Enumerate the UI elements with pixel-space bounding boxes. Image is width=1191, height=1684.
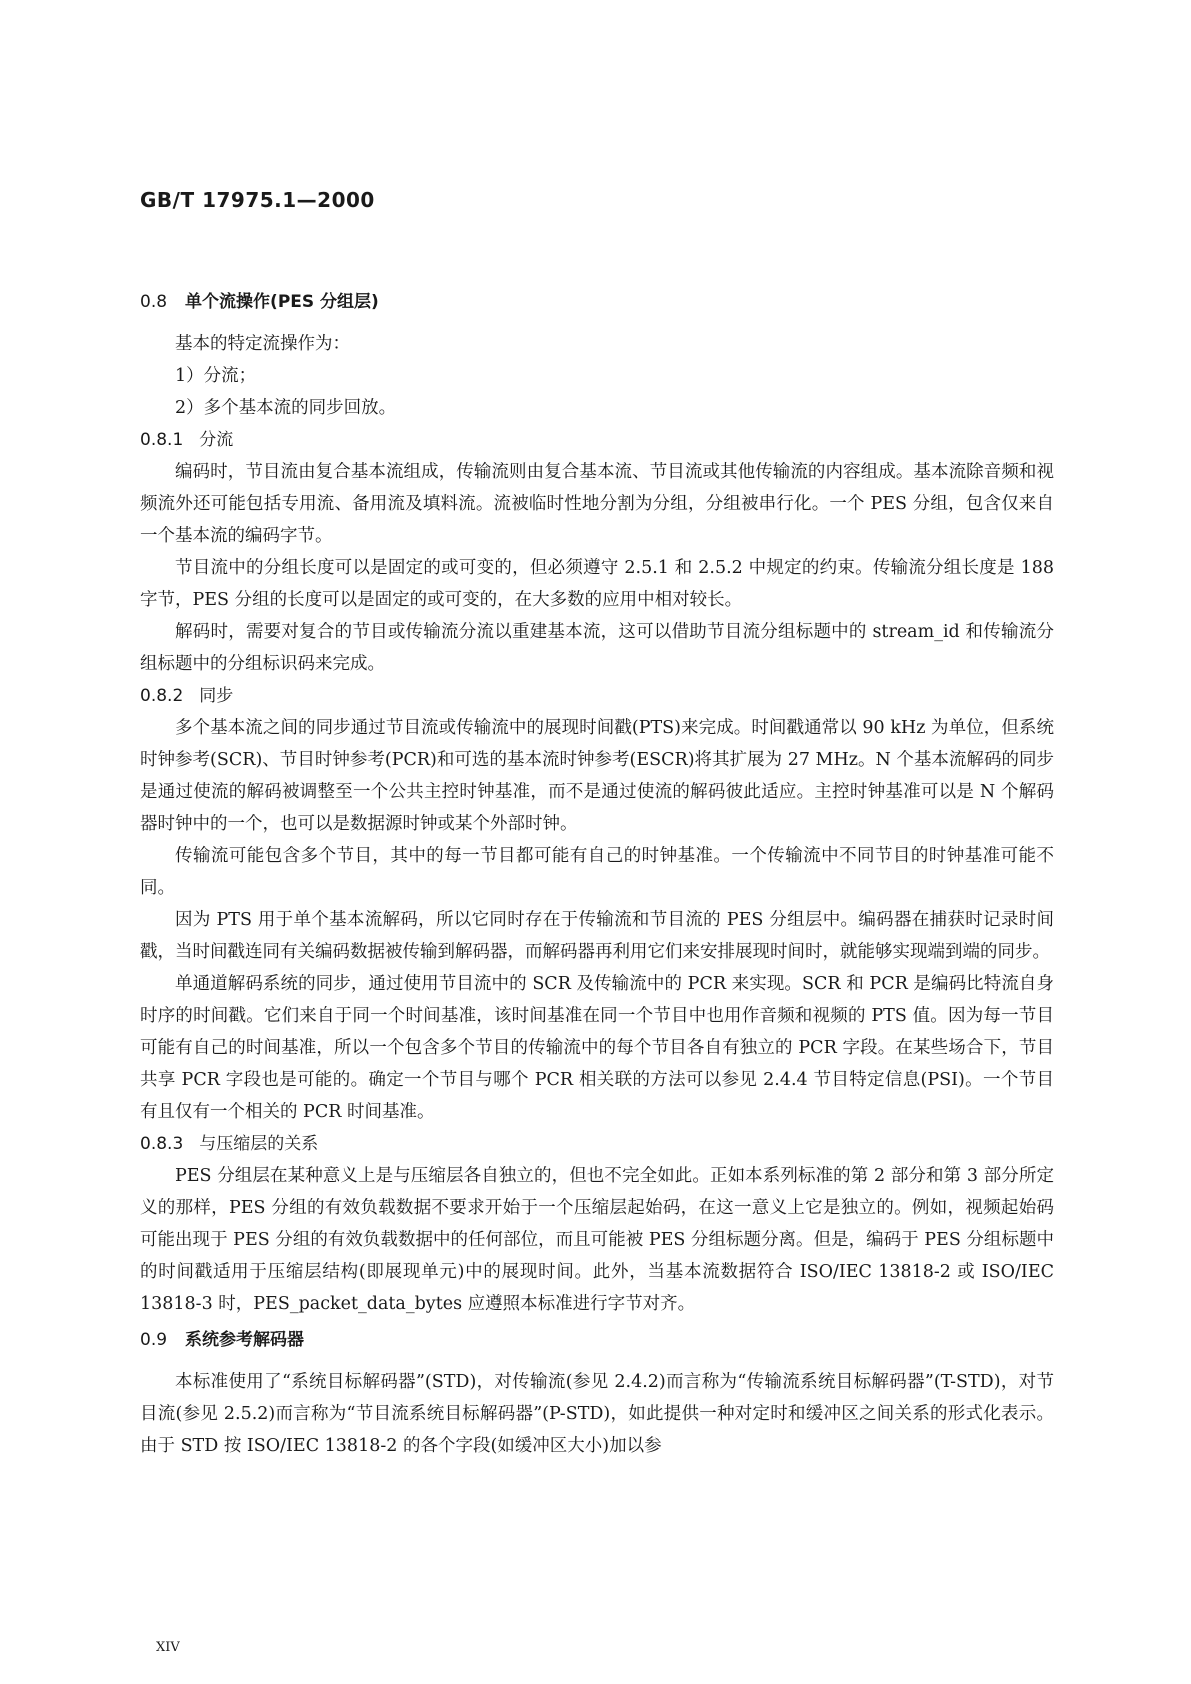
page-number: XIV: [156, 1640, 180, 1655]
paragraph: 解码时，需要对复合的节目或传输流分流以重建基本流，这可以借助节目流分组标题中的 stream_id 和传输流分组标题中的分组标识码来完成。: [140, 622, 1054, 674]
section-title: 分流: [199, 430, 234, 450]
section-number: 0.8: [140, 292, 168, 312]
paragraph: 传输流可能包含多个节目，其中的每一节目都可能有自己的时钟基准。一个传输流中不同节目的时钟基准可能不同。: [140, 846, 1054, 898]
paragraph: PES 分组层在某种意义上是与压缩层各自独立的，但也不完全如此。正如本系列标准的第 2 部分和第 3 部分所定义的那样，PES 分组的有效负载数据不要求开始于一个压缩层起始码，在这一意义上它是独立的。例如，视频起始码可能出现于 PES 分组的有效负载数据中的任何部位，而且可能被 PES 分组标题分离。但是，编码于 PES 分组标题中的时间戳适用于压缩层结构(即展现单元)中的展现时间。此外，当基本流数据符合 ISO/IEC 13818-2 或 ISO/IEC 13818-3 时，PES_packet_data_bytes 应遵照本标准进行字节对齐。: [140, 1166, 1054, 1314]
paragraph: 节目流中的分组长度可以是固定的或可变的，但必须遵守 2.5.1 和 2.5.2 中规定的约束。传输流分组长度是 188 字节，PES 分组的长度可以是固定的或可变的，在大多数的应用中相对较长。: [140, 558, 1054, 610]
page-body: [140, 282, 1054, 1462]
standard-id: GB/T 17975.1—2000: [140, 188, 375, 212]
paragraph: 单通道解码系统的同步，通过使用节目流中的 SCR 及传输流中的 PCR 来实现。SCR 和 PCR 是编码比特流自身时序的时间戳。它们来自于同一个时间基准，该时间基准在同一个节目中也用作音频和视频的 PTS 值。因为每一节目可能有自己的时间基准，所以一个包含多个节目的传输流中的每个节目各自有独立的 PCR 字段。在某些场合下，节目共享 PCR 字段也是可能的。确定一个节目与哪个 PCR 相关联的方法可以参见 2.4.4 节目特定信息(PSI)。一个节目有且仅有一个相关的 PCR 时间基准。: [140, 974, 1054, 1122]
section-number: 0.8.3: [140, 1134, 184, 1154]
paragraph: 多个基本流之间的同步通过节目流或传输流中的展现时间戳(PTS)来完成。时间戳通常以 90 kHz 为单位，但系统时钟参考(SCR)、节目时钟参考(PCR)和可选的基本流时钟参考(ESCR)将其扩展为 27 MHz。N 个基本流解码的同步是通过使流的解码被调整至一个公共主控时钟基准，而不是通过使流的解码彼此适应。主控时钟基准可以是 N 个解码器时钟中的一个，也可以是数据源时钟或某个外部时钟。: [140, 718, 1054, 834]
section-heading-0-9: [140, 1324, 1054, 1356]
section-title: 单个流操作(PES 分组层): [185, 292, 379, 312]
section-title: 系统参考解码器: [185, 1330, 305, 1350]
section-number: 0.8.1: [140, 430, 184, 450]
paragraph: 基本的特定流操作为：: [175, 334, 350, 354]
section-number: 0.9: [140, 1330, 168, 1350]
paragraph: 本标准使用了“系统目标解码器”(STD)，对传输流(参见 2.4.2)而言称为“传输流系统目标解码器”(T-STD)，对节目流(参见 2.5.2)而言称为“节目流系统目标解码器”(P-STD)，如此提供一种对定时和缓冲区之间关系的形式化表示。由于 STD 按 ISO/IEC 13818-2 的各个字段(如缓冲区大小)加以参: [140, 1372, 1054, 1456]
section-title: 与压缩层的关系: [199, 1134, 319, 1154]
paragraph: 编码时，节目流由复合基本流组成，传输流则由复合基本流、节目流或其他传输流的内容组成。基本流除音频和视频流外还可能包括专用流、备用流及填料流。流被临时性地分割为分组，分组被串行化。一个 PES 分组，包含仅来自一个基本流的编码字节。: [140, 462, 1054, 546]
section-number: 0.8.2: [140, 686, 184, 706]
section-heading-0-8: [140, 286, 1054, 318]
section-heading-0-8-2: [140, 680, 1054, 712]
section-title: 同步: [199, 686, 234, 706]
list-item: 2）多个基本流的同步回放。: [175, 398, 397, 418]
list-item: 1）分流；: [175, 366, 257, 386]
section-heading-0-8-3: [140, 1128, 1054, 1160]
paragraph: 因为 PTS 用于单个基本流解码，所以它同时存在于传输流和节目流的 PES 分组层中。编码器在捕获时记录时间戳，当时间戳连同有关编码数据被传输到解码器，而解码器再利用它们来安排展现时间时，就能够实现端到端的同步。: [140, 910, 1054, 962]
section-heading-0-8-1: [140, 424, 1054, 456]
